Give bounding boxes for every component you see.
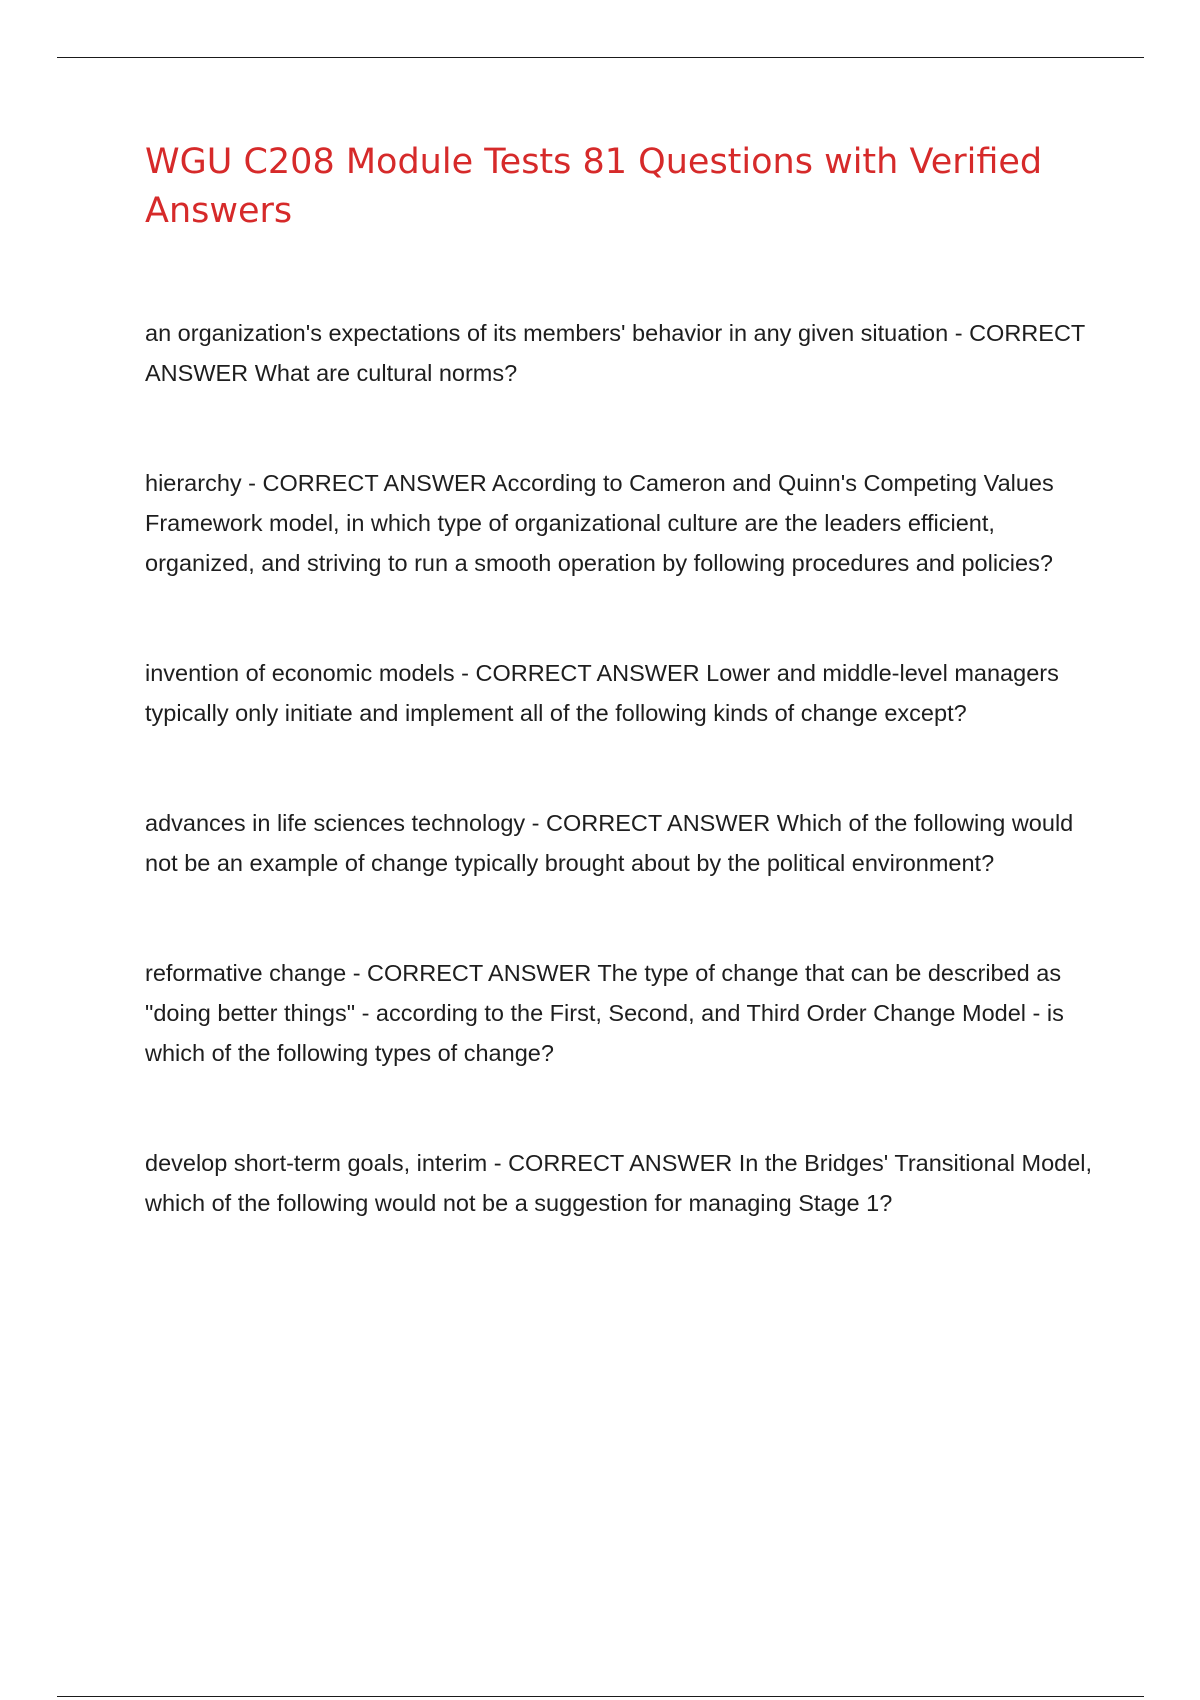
qa-question: What are cultural norms? [254, 360, 518, 386]
footer-rule [57, 1696, 1144, 1697]
qa-separator: - CORRECT ANSWER [145, 320, 1085, 386]
qa-separator: - CORRECT ANSWER [241, 470, 492, 496]
qa-question: Which of the following would not be an example of change typically brought about by the political environment? [145, 810, 1074, 876]
qa-list [145, 313, 1105, 1293]
qa-question: Lower and middle-level managers typically only initiate and implement all of the following kinds of change except? [145, 660, 1059, 726]
header-rule [57, 57, 1144, 58]
qa-item [145, 1143, 1105, 1223]
qa-answer: advances in life sciences technology [145, 810, 526, 836]
qa-question: According to Cameron and Quinn's Competing Values Framework model, in which type of organizational culture are the leaders efficient, organized, and striving to run a smooth operation by following procedures and policies? [145, 470, 1054, 576]
qa-item [145, 313, 1105, 393]
qa-question: In the Bridges' Transitional Model, which of the following would not be a suggestion for managing Stage 1? [145, 1150, 1093, 1216]
qa-item [145, 463, 1105, 583]
qa-question: The type of change that can be described as "doing better things" - according to the First, Second, and Third Order Change Model - is which of the following types of change? [145, 960, 1064, 1066]
qa-answer: develop short-term goals, interim [145, 1150, 488, 1176]
qa-item [145, 953, 1105, 1073]
qa-answer: hierarchy [145, 470, 242, 496]
document-title: WGU C208 Module Tests 81 Questions with Verified Answers [145, 142, 1043, 231]
qa-answer: an organization's expectations of its members' behavior in any given situation [145, 320, 949, 346]
qa-answer: invention of economic models [145, 660, 455, 686]
qa-answer: reformative change [145, 960, 347, 986]
qa-item [145, 803, 1105, 883]
qa-separator: - CORRECT ANSWER [454, 660, 707, 686]
qa-item [145, 653, 1105, 733]
qa-separator: - CORRECT ANSWER [525, 810, 777, 836]
qa-separator: - CORRECT ANSWER [346, 960, 598, 986]
qa-separator: - CORRECT ANSWER [487, 1150, 739, 1176]
